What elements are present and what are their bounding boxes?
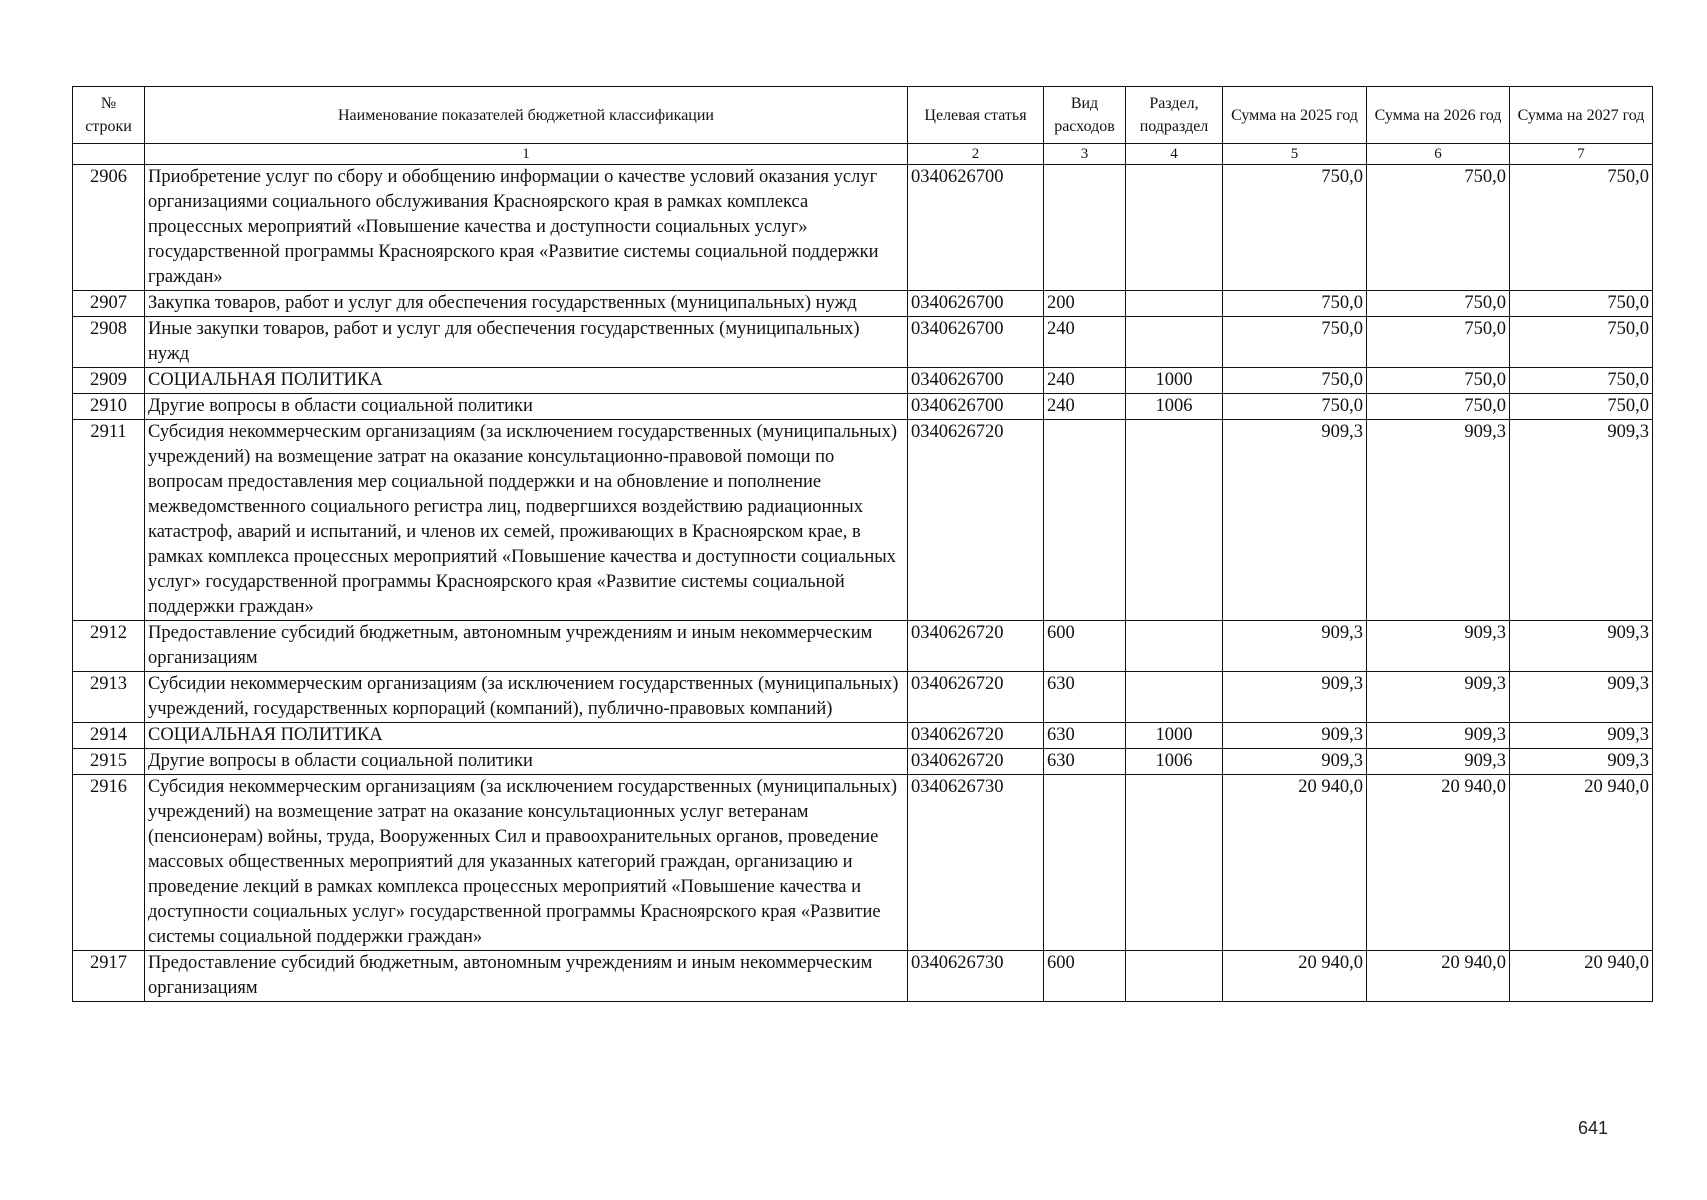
- section-code: 1006: [1126, 394, 1223, 420]
- column-number: 4: [1126, 144, 1223, 165]
- row-number: 2908: [73, 317, 145, 368]
- table-row: [73, 165, 1653, 291]
- sum-2025: 909,3: [1223, 621, 1367, 672]
- sum-2027: 909,3: [1510, 621, 1653, 672]
- target-article: 0340626720: [908, 621, 1044, 672]
- header-row: [73, 87, 1653, 144]
- target-article: 0340626730: [908, 775, 1044, 951]
- indicator-name: Другие вопросы в области социальной политики: [145, 394, 908, 420]
- sum-2025: 909,3: [1223, 672, 1367, 723]
- table-row: [73, 291, 1653, 317]
- header-sum-2026: Сумма на 2026 год: [1367, 87, 1510, 144]
- row-number: 2915: [73, 749, 145, 775]
- sum-2026: 750,0: [1367, 291, 1510, 317]
- sum-2026: 909,3: [1367, 723, 1510, 749]
- sum-2027: 20 940,0: [1510, 951, 1653, 1002]
- table-row: [73, 749, 1653, 775]
- sum-2027: 750,0: [1510, 317, 1653, 368]
- header-target-article: Целевая статья: [908, 87, 1044, 144]
- expense-type: 630: [1044, 723, 1126, 749]
- section-code: [1126, 951, 1223, 1002]
- sum-2025: 909,3: [1223, 749, 1367, 775]
- section-code: [1126, 672, 1223, 723]
- row-number: 2906: [73, 165, 145, 291]
- header-expense-type: Вид расходов: [1044, 87, 1126, 144]
- indicator-name: Субсидии некоммерческим организациям (за исключением государственных (муниципальных) учреждений, государственных корпораций (компаний), публично-правовых компаний): [145, 672, 908, 723]
- target-article: 0340626720: [908, 749, 1044, 775]
- indicator-name: Приобретение услуг по сбору и обобщению информации о качестве условий оказания услуг организациями социального обслуживания Красноярского края в рамках комплекса процессных мероприятий «Повышение качества и доступности социальных услуг» государственной программы Красноярского края «Развитие системы социальной поддержки граждан»: [145, 165, 908, 291]
- sum-2025: 909,3: [1223, 723, 1367, 749]
- indicator-name: Субсидия некоммерческим организациям (за исключением государственных (муниципальных) учреждений) на возмещение затрат на оказание консультационно-правовой помощи по вопросам предоставления мер социальной поддержки и на обновление и пополнение межведомственного социального регистра лиц, подвергшихся воздействию радиационных катастроф, аварий и испытаний, и членов их семей, проживающих в Красноярском крае, в рамках комплекса процессных мероприятий «Повышение качества и доступности социальных услуг» государственной программы Красноярского края «Развитие системы социальной поддержки граждан»: [145, 420, 908, 621]
- table-row: [73, 420, 1653, 621]
- sum-2025: 750,0: [1223, 317, 1367, 368]
- indicator-name: Предоставление субсидий бюджетным, автономным учреждениям и иным некоммерческим организациям: [145, 951, 908, 1002]
- row-number: 2913: [73, 672, 145, 723]
- expense-type: 240: [1044, 317, 1126, 368]
- section-code: 1000: [1126, 368, 1223, 394]
- header-indicator-name: Наименование показателей бюджетной классификации: [145, 87, 908, 144]
- sum-2027: 750,0: [1510, 165, 1653, 291]
- indicator-name: Иные закупки товаров, работ и услуг для обеспечения государственных (муниципальных) нужд: [145, 317, 908, 368]
- expense-type: 630: [1044, 749, 1126, 775]
- column-number: 1: [145, 144, 908, 165]
- table-row: [73, 317, 1653, 368]
- sum-2026: 909,3: [1367, 621, 1510, 672]
- row-number: 2911: [73, 420, 145, 621]
- sum-2025: 20 940,0: [1223, 951, 1367, 1002]
- sum-2025: 750,0: [1223, 165, 1367, 291]
- sum-2027: 750,0: [1510, 291, 1653, 317]
- target-article: 0340626700: [908, 165, 1044, 291]
- sum-2027: 909,3: [1510, 749, 1653, 775]
- budget-table: [72, 86, 1653, 1002]
- sum-2026: 909,3: [1367, 420, 1510, 621]
- section-code: [1126, 775, 1223, 951]
- column-number: 3: [1044, 144, 1126, 165]
- sum-2027: 20 940,0: [1510, 775, 1653, 951]
- sum-2026: 20 940,0: [1367, 951, 1510, 1002]
- sum-2027: 909,3: [1510, 672, 1653, 723]
- indicator-name: СОЦИАЛЬНАЯ ПОЛИТИКА: [145, 723, 908, 749]
- column-number: 5: [1223, 144, 1367, 165]
- table-row: [73, 621, 1653, 672]
- column-number-row: [73, 144, 1653, 165]
- header-section: Раздел, подраздел: [1126, 87, 1223, 144]
- sum-2025: 20 940,0: [1223, 775, 1367, 951]
- row-number: 2910: [73, 394, 145, 420]
- row-number: 2916: [73, 775, 145, 951]
- header-sum-2027: Сумма на 2027 год: [1510, 87, 1653, 144]
- column-number: 7: [1510, 144, 1653, 165]
- row-number: 2907: [73, 291, 145, 317]
- expense-type: [1044, 775, 1126, 951]
- table-row: [73, 723, 1653, 749]
- expense-type: 240: [1044, 368, 1126, 394]
- target-article: 0340626700: [908, 394, 1044, 420]
- sum-2025: 750,0: [1223, 394, 1367, 420]
- table-row: [73, 951, 1653, 1002]
- section-code: [1126, 291, 1223, 317]
- sum-2027: 909,3: [1510, 723, 1653, 749]
- header-sum-2025: Сумма на 2025 год: [1223, 87, 1367, 144]
- sum-2027: 750,0: [1510, 394, 1653, 420]
- section-code: [1126, 621, 1223, 672]
- sum-2026: 750,0: [1367, 368, 1510, 394]
- section-code: 1006: [1126, 749, 1223, 775]
- table-row: [73, 672, 1653, 723]
- section-code: [1126, 317, 1223, 368]
- table-body: [73, 165, 1653, 1002]
- target-article: 0340626700: [908, 317, 1044, 368]
- section-code: [1126, 165, 1223, 291]
- target-article: 0340626730: [908, 951, 1044, 1002]
- section-code: 1000: [1126, 723, 1223, 749]
- sum-2026: 20 940,0: [1367, 775, 1510, 951]
- column-number: 2: [908, 144, 1044, 165]
- sum-2026: 909,3: [1367, 749, 1510, 775]
- header-row-number: № строки: [73, 87, 145, 144]
- sum-2027: 909,3: [1510, 420, 1653, 621]
- sum-2025: 750,0: [1223, 368, 1367, 394]
- target-article: 0340626700: [908, 291, 1044, 317]
- expense-type: [1044, 165, 1126, 291]
- target-article: 0340626720: [908, 420, 1044, 621]
- sum-2026: 750,0: [1367, 317, 1510, 368]
- sum-2026: 909,3: [1367, 672, 1510, 723]
- indicator-name: Другие вопросы в области социальной политики: [145, 749, 908, 775]
- page-number: 641: [1578, 1118, 1609, 1138]
- sum-2026: 750,0: [1367, 165, 1510, 291]
- sum-2026: 750,0: [1367, 394, 1510, 420]
- expense-type: 200: [1044, 291, 1126, 317]
- column-number: 6: [1367, 144, 1510, 165]
- table-row: [73, 775, 1653, 951]
- column-number-blank: [73, 144, 145, 165]
- section-code: [1126, 420, 1223, 621]
- table-row: [73, 368, 1653, 394]
- expense-type: 240: [1044, 394, 1126, 420]
- sum-2025: 750,0: [1223, 291, 1367, 317]
- indicator-name: Субсидия некоммерческим организациям (за исключением государственных (муниципальных) учреждений) на возмещение затрат на оказание консультационных услуг ветеранам (пенсионерам) войны, труда, Вооруженных Сил и правоохранительных органов, проведение массовых общественных мероприятий для указанных категорий граждан, организацию и проведение лекций в рамках комплекса процессных мероприятий «Повышение качества и доступности социальных услуг» государственной программы Красноярского края «Развитие системы социальной поддержки граждан»: [145, 775, 908, 951]
- sum-2025: 909,3: [1223, 420, 1367, 621]
- expense-type: 600: [1044, 951, 1126, 1002]
- target-article: 0340626720: [908, 672, 1044, 723]
- row-number: 2912: [73, 621, 145, 672]
- sum-2027: 750,0: [1510, 368, 1653, 394]
- table-header: [73, 87, 1653, 165]
- expense-type: 600: [1044, 621, 1126, 672]
- indicator-name: СОЦИАЛЬНАЯ ПОЛИТИКА: [145, 368, 908, 394]
- indicator-name: Закупка товаров, работ и услуг для обеспечения государственных (муниципальных) нужд: [145, 291, 908, 317]
- target-article: 0340626700: [908, 368, 1044, 394]
- expense-type: [1044, 420, 1126, 621]
- expense-type: 630: [1044, 672, 1126, 723]
- indicator-name: Предоставление субсидий бюджетным, автономным учреждениям и иным некоммерческим организациям: [145, 621, 908, 672]
- row-number: 2914: [73, 723, 145, 749]
- row-number: 2909: [73, 368, 145, 394]
- table-row: [73, 394, 1653, 420]
- row-number: 2917: [73, 951, 145, 1002]
- target-article: 0340626720: [908, 723, 1044, 749]
